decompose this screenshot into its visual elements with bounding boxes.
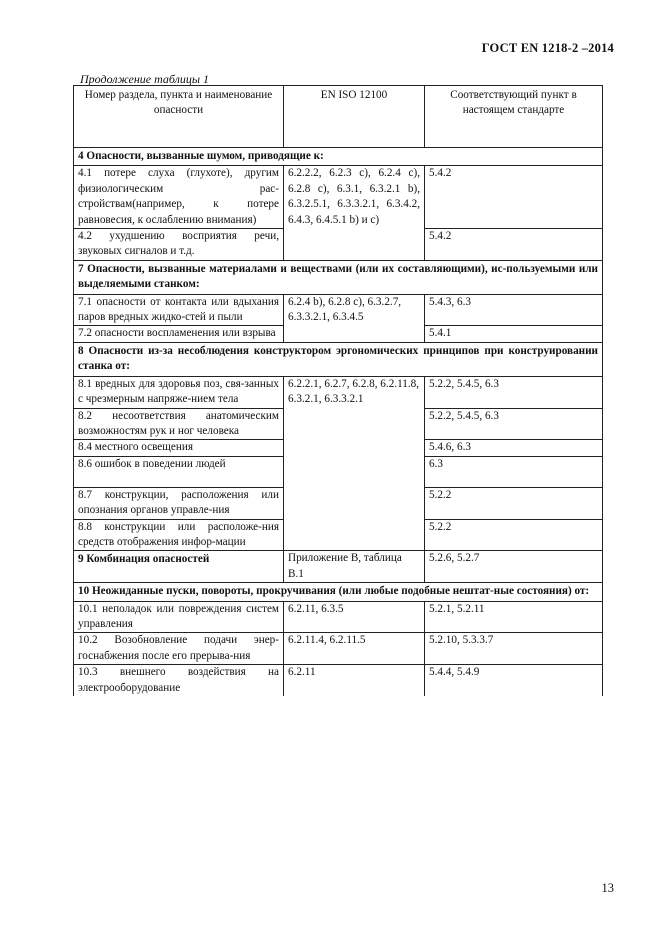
standard-clause: 5.4.2 [425,229,603,261]
standard-clause: 5.4.3, 6.3 [425,294,603,326]
section-title-7: 7 Опасности, вызванные материалами и веществами (или их составляющими), ис-пользуемыми или выделяемыми станком: [74,260,603,294]
header-section-name: Номер раздела, пункта и наименование опасности [74,86,284,148]
standard-clause: 5.2.2 [425,519,603,551]
hazard-name: 7.1 опасности от контакта или вдыхания паров вредных жидко-стей и пыли [74,294,284,326]
hazard-name: 8.8 конструкции или расположе-ния средств отображения инфор-мации [74,519,284,551]
iso-reference: 6.2.11 [284,665,425,696]
iso-reference: 6.2.2.1, 6.2.7, 6.2.8, 6.2.11.8, 6.3.2.1, 6.3.3.2.1 [284,376,425,551]
iso-reference: 6.2.4 b), 6.2.8 c), 6.3.2.7, 6.3.3.2.1, 6.3.4.5 [284,294,425,342]
table-row [74,294,603,326]
hazard-name: 8.2 несоответствия анатомическим возможностям рук и ног человека [74,408,284,440]
table-row [74,376,603,408]
standard-clause: 5.4.1 [425,326,603,342]
section-row [74,583,603,601]
table-header-row [74,86,603,148]
header-standard-clause: Соответствующий пункт в настоящем стандарте [425,86,603,148]
standard-clause: 5.2.10, 5.3.3.7 [425,633,603,665]
hazard-name: 8.6 ошибок в поведении людей [74,456,284,487]
page-number: 13 [601,881,614,895]
standard-clause: 5.4.4, 5.4.9 [425,665,603,696]
standard-clause: 5.2.2 [425,487,603,519]
hazards-table [73,85,603,696]
section-title-4: 4 Опасности, вызванные шумом, приводящие к: [74,148,603,166]
table-continuation-label: Продолжение таблицы 1 [80,72,210,86]
header-en-iso: EN ISO 12100 [284,86,425,148]
table-row [74,601,603,633]
hazard-name: 8.7 конструкции, расположения или опознания органов управле-ния [74,487,284,519]
iso-reference: Приложение В, таблица В.1 [284,551,425,583]
standard-clause: 5.2.6, 5.2.7 [425,551,603,583]
hazard-name: 8.4 местного освещения [74,440,284,456]
table-row [74,665,603,696]
standard-clause: 5.2.1, 5.2.11 [425,601,603,633]
section-title-8: 8 Опасности из-за несоблюдения конструктором эргономических принципов при конструировании станка от: [74,342,603,376]
table-row [74,166,603,229]
hazard-name: 10.2 Возобновление подачи энер-госнабжения после его прерыва-ния [74,633,284,665]
hazard-name: 10.1 неполадок или повреждения систем управления [74,601,284,633]
standard-clause: 5.2.2, 5.4.5, 6.3 [425,408,603,440]
hazard-name: 4.1 потере слуха (глухоте), другим физиологическим рас-стройствам(например, к потере равновесия, к ослаблению внимания) [74,166,284,229]
section-title-9: 9 Комбинация опасностей [74,551,284,583]
section-title-10: 10 Неожиданные пуски, повороты, прокручивания (или любые подобные нештат-ные состояния) от: [74,583,603,601]
hazard-name: 8.1 вредных для здоровья поз, свя-занных с чрезмерным напряже-нием тела [74,376,284,408]
iso-reference: 6.2.11, 6.3.5 [284,601,425,633]
iso-reference: 6.2.11.4, 6.2.11.5 [284,633,425,665]
section-row [74,342,603,376]
section-row [74,260,603,294]
standard-clause: 6.3 [425,456,603,487]
hazard-name: 7.2 опасности воспламенения или взрыва [74,326,284,342]
table-row [74,633,603,665]
standard-clause: 5.2.2, 5.4.5, 6.3 [425,376,603,408]
document-code: ГОСТ EN 1218-2 –2014 [481,41,614,55]
hazard-name: 10.3 внешнего воздействия на электрооборудование [74,665,284,696]
table-row [74,551,603,583]
standard-clause: 5.4.6, 6.3 [425,440,603,456]
section-row [74,148,603,166]
hazard-name: 4.2 ухудшению восприятия речи, звуковых сигналов и т.д. [74,229,284,261]
standard-clause: 5.4.2 [425,166,603,229]
iso-reference: 6.2.2.2, 6.2.3 c), 6.2.4 c), 6.2.8 c), 6.3.1, 6.3.2.1 b), 6.3.2.5.1, 6.3.3.2.1, 6.3.4.2, 6.4.3, 6.4.5.1 b) и c) [284,166,425,260]
